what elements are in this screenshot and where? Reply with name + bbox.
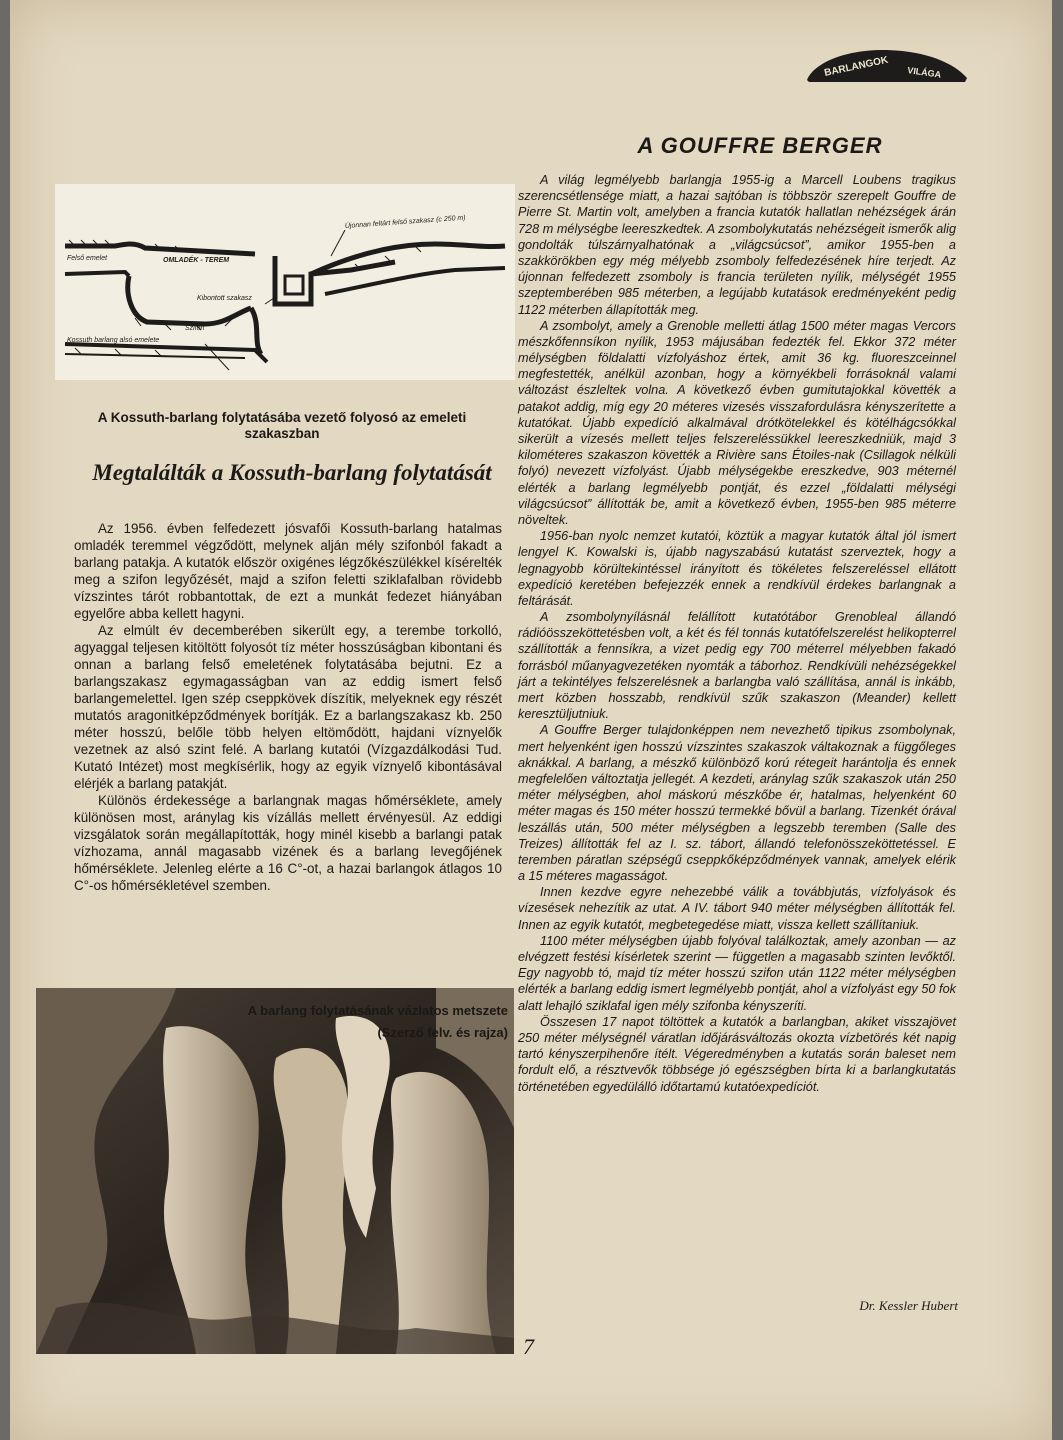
article-title-berger: A GOUFFRE BERGER <box>637 133 883 158</box>
paragraph: 1956-ban nyolc nemzet kutatói, köztük a magyar kutatók által jól ismert lengyel K. Kowalski is, újabb nagyszabású kutatást szerveztek, hogy a legnagyobb körültekintéssel irányított és tökéletes felszereléssel ellátott expedíció keretében befejezzék ennek a rendkívül érdekes barlangnak a feltárását. <box>518 529 956 608</box>
photo-caption <box>130 1000 508 1044</box>
author-signature: Dr. Kessler Hubert <box>859 1298 958 1313</box>
paragraph: Összesen 17 napot töltöttek a kutatók a barlangban, akiket visszajövet 250 méter mélységnél váratlan időjárásváltozás okozta vízbetörés két napig tartó kényszerpihenőre ítélt. Végeredményben a kutatás során baleset nem fordult elő, a résztvevők többsége jó egészségben bírta ki a barlangkutatás történetében egyedülálló időtartamú kutatóexpedíciót. <box>518 1014 956 1094</box>
barlangok-vilaga-logo <box>803 44 969 84</box>
svg-text:BARLANGOK: BARLANGOK <box>823 54 890 79</box>
paragraph: A Gouffre Berger tulajdonképpen nem nevezhető tipikus zsombolynak, mert helyenként igen hosszú vízszintes szakaszok váltakoznak a függőleges aknákkal. A barlang, a mészkő különböző korú rétegeit harántolja és ennek megfelelően változtatja jellegét. A kezdeti, aránylag szűk szakaszok után 250 méter mélységben, ahol máskorú mészkőbe ér, hatalmas, helyenként 60 méter magas és 150 méter hosszú termekké bővül a barlang. Tizenkét órával leszállás után, 500 méter mélységben a legszebb teremben (Salle des Treizes) állították fel az I. sz. tábort, állandó telefonösszeköttetéssel. E teremben páratlan szépségű cseppkőképződmények vannak, amelyek elérik a 15 méteres magasságot. <box>518 723 956 884</box>
diagram-label-upper: Felső emelet <box>67 255 108 262</box>
paragraph: Innen kezdve egyre nehezebbé válik a továbbjutás, vízfolyások és vízesések nehezítik az utat. A IV. tábort 940 méter mélységben állították fel. Innen az egyik kutatót, megbetegedése miatt, vissza kellett szállítaniuk. <box>518 885 956 932</box>
diagram-label-siphon: Szifon <box>185 325 205 332</box>
paragraph: A zsombolynyílásnál felállított kutatótábor Grenobleal állandó rádióösszeköttetésben volt, a két és fél tonnás kutatófelszerelést helikopterrel szállították a fennsíkra, a vizet pedig egy 700 méterrel mélyebben fakadó forrásból műanyagvezetéken nyomták a táborhoz. Rendkívüli nehézségekkel járt a tekintélyes felszerelésnek a barlangba való szállítása, annál is inkább, mert közben hosszabb, rendkívül szűk szakaszon (Meander) kellett keresztüljutniuk. <box>518 610 956 722</box>
article-title-kossuth: Megtalálták a Kossuth-barlang folytatását <box>92 460 492 485</box>
cave-section-diagram <box>55 184 515 380</box>
paragraph: 1100 méter mélységben újabb folyóval találkoztak, amely azonban — az elvégzett festési kísérletek szerint — független a magasabb szinten levőktől. Egy nagyobb tó, majd tíz méter hosszú szifon után 1122 méter mélységben elérték a barlang eddig ismert legmélyebb pontját, ahol a vízfolyást egy 50 fok alatt lehajló sziklafal igen mély szifonba kényszeríti. <box>518 933 956 1013</box>
diagram-label-lower: Kossuth barlang alsó emelete <box>67 337 160 344</box>
paragraph: A zsombolyt, amely a Grenoble melletti átlag 1500 méter magas Vercors mészkőfennsíkon nyílik, 1953 májusában fedezték fel. Ekkor 372 méter mélységben földalatti vízfolyáshoz értek, amit 36 kg. fluoreszceinnel megfestették, anélkül azonban, hogy a környékbeli forrásoknál valami változást észleltek volna. A következő évben gumitutajokkal követték a patakot addig, míg egy 20 méteres vizesés visszafordulásra kényszerítette a kutatókat. Újabb expedíció alkalmával drótkötelekkel és kötélhágcsókkal sikerült a vízesés mellett teljes felszereléssükkel leereszkedniük, majd 3 kilométeres szakaszon követték a Rivière sans Étoiles-nak (Csillagok nélküli folyó) nevezett vízfolyást. Újabb mélységekbe ereszkedve, 903 méternél elérték a barlang legmélyebb pontját, és ezzel „földalatti mélységi világcsúcsot” állították be, amit a következő évben, 1955-ben 985 méterre növeltek. <box>518 318 956 527</box>
diagram-caption: A Kossuth-barlang folytatásába vezető folyosó az emeleti szakaszban <box>97 410 467 441</box>
photo-caption-line1: A barlang folytatásának vázlatos metszete <box>247 1003 508 1018</box>
paragraph: Az elmúlt év decemberében sikerült egy, a terembe torkolló, agyaggal teljesen kitöltött folyosót tíz méter hosszúságban kibontani és onnan a barlang felső emeletének folytatásába bejutni. Ez a barlangszakasz egymagasságban van az eddig ismert felső barlangemelettel. Igen szép cseppkövek díszítik, melyeknek egy részét mutatós aragonitképződmények borítják. Ez a barlangszakasz kb. 250 méter hosszú, belőle több helyen eltömődött, hajdani víznyelők vezetnek az alsó szint felé. A barlang kutatói (Vízgazdálkodási Tud. Kutató Intézet) most megkísérlik, hogy az egyik víznyelő kibontásával elérjék a barlang patakját. <box>74 623 502 791</box>
article-body-kossuth <box>74 520 502 894</box>
svg-text:VILÁGA: VILÁGA <box>906 65 942 80</box>
magazine-page <box>10 0 1052 1440</box>
paragraph: A világ legmélyebb barlangja 1955-ig a Marcell Loubens tragikus szerencsétlensége miatt, a hazai sajtóban is többször szerepelt Gouffre de Pierre St. Martin volt, amelyben a francia kutatók hallatlan nehézségek árán 728 m mélységbe leereszkedtek. A zsombolykutatás nehézségeit ismerők alig gondolták túlszárnyalhatónak a „világcsúcsot”, amikor 1955-ben a szakkörökben egy még mélyebb zsomboly felfedezésének híre terjedt. Az újonnan felfedezett zsomboly is francia területen nyílik, mélységét 1955 szeptemberében 985 méterben, a legújabb kutatások eredményeként pedig 1122 méterben állapították meg. <box>518 173 956 317</box>
diagram-label-excavated: Kibontott szakasz <box>197 295 252 302</box>
paragraph: Az 1956. évben felfedezett jósvafői Kossuth-barlang hatalmas omladék teremmel végződött, melynek alján mély szifonból fakadt a barlang patakja. A kutatók először oxigénes légzőkészülékkel kísérelték meg a szifon legyőzését, majd a szifon feletti sziklafalban rövidebb vízszintes tárót robbantottak, de ezt a munkát fedezet hiányában egyelőre abba kellett hagyni. <box>74 521 502 621</box>
page-number: 7 <box>523 1334 534 1359</box>
paragraph: Különös érdekessége a barlangnak magas hőmérséklete, amely különösen most, aránylag kis vízállás mellett érvényesül. Az eddigi vizsgálatok során megállapították, hogy minél kisebb a barlangi patak vízhozama, annál magasabb vizének és a barlang levegőjének hőmérséklete. Jelenleg elérte a 16 C°-ot, a hazai barlangok átlagos 10 C°-os hőmérsékletével szemben. <box>74 793 502 893</box>
diagram-label-hall: OMLADÉK - TEREM <box>163 257 230 264</box>
photo-caption-line2: (Szerző felv. és rajza) <box>377 1025 508 1040</box>
article-body-berger <box>518 172 956 1095</box>
diagram-label-new: Újonnan feltárt felső szakasz (c 250 m) <box>344 214 466 230</box>
